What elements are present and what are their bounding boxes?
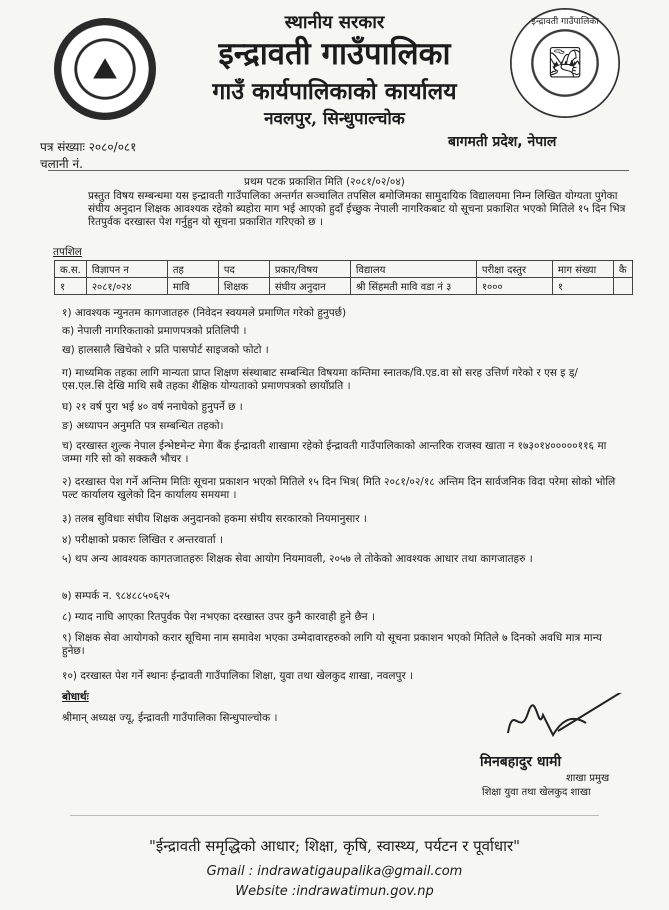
point-nga: ङ) अध्यापन अनुमति पत्र सम्बन्धित तहको। <box>62 420 224 432</box>
vacancy-table <box>54 260 633 295</box>
header-divider <box>48 170 629 171</box>
cell-serial: १ <box>55 278 87 295</box>
point-gha: घ) २१ वर्ष पुरा भई ४० वर्ष ननाघेको हुनुपर्ने छ । <box>62 401 243 413</box>
header-cell: परीक्षा दस्तुर <box>476 261 552 278</box>
signatory-name: मिनबहादुर धामी <box>480 754 562 770</box>
signatory-title: शाखा प्रमुख <box>566 773 610 784</box>
reference-number: पत्र संख्याः २०८०/०८१ <box>40 140 137 154</box>
logo-icon: 🏞 <box>545 45 585 81</box>
dispatch-number: चलानी नं. <box>40 157 83 171</box>
seal-right-text: इन्द्रावती गाउँपालिका <box>531 17 599 27</box>
header-cell: विद्यालय <box>350 261 476 278</box>
footer-email: Gmail : indrawatigaupalika@gmail.com <box>206 864 463 879</box>
table-header-row <box>55 261 633 278</box>
point-kha: ख) हालसालै खिचेको २ प्रति पासपोर्ट साइजको फोटो । <box>62 344 269 356</box>
header-cell: पद <box>218 261 269 278</box>
header-cell: माग संख्या <box>552 261 613 278</box>
bodharth-label: बोधार्थः <box>62 691 89 703</box>
emblem-icon: ⛰ <box>92 51 118 87</box>
cell-remark <box>613 278 632 295</box>
point-ga: ग) माध्यमिक तहका लागि मान्यता प्राप्त शिक्षण संस्थाबाट सम्बन्धित विषयमा कम्तिमा स्नातक/वि.एड.वा सो सरह उत्तिर्ण गरेको र एस इ ड्/ एस.एल.सि देखि माथि सबै तहका शैक्षिक योग्यताको प्रमाणपत्रको छायाँप्रति । <box>62 367 578 393</box>
point-7: ७) सम्पर्क न. ९८४८८५०६२५ <box>62 590 170 602</box>
point-2: २) दरखास्त पेश गर्ने अन्तिम मितिः सूचना प्रकाशन भएको मितिले १५ दिन भित्र( मिति २०८१/०२/१८ अन्तिम दिन सार्वजनिक विदा परेमा सोको भोलि पल्ट कार्यालय खुलेको दिन कार्यालय समयमा । <box>62 476 616 502</box>
footer-slogan: "ईन्द्रावती समृद्धिको आधार; शिक्षा, कृषि, स्वास्थ्य, पर्यटन र पूर्वाधार" <box>148 837 520 855</box>
point-8: ८) म्याद नाघि आएका रितपुर्वक पेश नभएका दरखास्त उपर कुनै कारवाही हुने छैन । <box>62 611 375 623</box>
province-text: बागमती प्रदेश, नेपाल <box>448 134 557 150</box>
intro-paragraph: प्रस्तुत विषय सम्बन्धमा यस इन्द्रावती गाउँपालिका अन्तर्गत सञ्चालित तपसिल बमोजिमका सामुदायिक विद्यालयमा निम्न लिखित योग्यता पुगेका संघीय अनुदान शिक्षक आवश्यक रहेको ब्यहोरा माग भई आएको हुदाँ ईच्छुक नेपाली नागरिकबाट यो सूचना प्रकाशित भएको मितिले १५ दिन भित्र रितपुर्वक दरखास्त पेश गर्नुहुन यो सूचना प्रकाशित गरिएको छ । <box>88 190 626 229</box>
header-cell: प्रकार/विषय <box>269 261 350 278</box>
footer-website: Website :indrawatimun.gov.np <box>235 884 434 899</box>
location-title: नवलपुर, सिन्धुपाल्चोक <box>264 109 405 129</box>
office-title: गाउँ कार्यपालिकाको कार्यालय <box>212 78 457 105</box>
cell-school: श्री सिंहमती मावि वडा नं ३ <box>350 278 476 295</box>
first-published-date: प्रथम पटक प्रकाशित मिति (२०८१/०२/०४) <box>244 176 405 188</box>
point-3: ३) तलब सुविधाः संघीय शिक्षक अनुदानको हकमा संघीय सरकारको नियमानुसार । <box>62 513 367 525</box>
footer-divider <box>70 815 599 816</box>
municipality-title: इन्द्रावती गाउँपालिका <box>218 36 451 72</box>
cell-post: शिक्षक <box>218 278 269 295</box>
cell-type: संघीय अनुदान <box>269 278 350 295</box>
bodharth-recipient: श्रीमान् अध्यक्ष ज्यू, ईन्द्रावती गाउँपालिका सिन्धुपाल्चोक । <box>62 712 278 724</box>
cell-ad-number: २०८१/०२४ <box>86 278 167 295</box>
point-9: ९) शिक्षक सेवा आयोगको करार सूचिमा नाम समावेश भएका उम्मेदावारहरुको लागि यो सूचना प्रकाशन भएको मितिले ७ दिनको अवधि मात्र मान्य हुनेछ। <box>62 632 602 658</box>
header-cell: विज्ञापन न <box>86 261 167 278</box>
government-title: स्थानीय सरकार <box>284 12 385 33</box>
cell-level: मावि <box>167 278 218 295</box>
point-10: १०) दरखास्त पेश गर्ने स्थानः ईन्द्रावती गाउँपालिका शिक्षा, युवा तथा खेलकुद शाखा, नवलपुर । <box>62 670 414 682</box>
point-1: १) आवश्यक न्युनतम कागजातहरु (निवेदन स्वयमले प्रमाणित गरेको हुनुपर्छ) <box>62 307 347 319</box>
point-4: ४) परीक्षाको प्रकारः लिखित र अन्तरवार्ता । <box>62 534 223 546</box>
cell-demand: १ <box>552 278 613 295</box>
table-row <box>55 278 633 295</box>
header-cell: कै <box>613 261 632 278</box>
cell-fee: १००० <box>476 278 552 295</box>
signatory-department: शिक्षा युवा तथा खेलकुद शाखा <box>482 787 591 798</box>
header-cell: क.स. <box>55 261 87 278</box>
point-cha: च) दरखास्त शुल्क नेपाल ईन्भेष्टमेन्ट मेगा बैंक ईन्द्रावती शाखामा रहेको ईन्द्रावती गाउँपालिकाको आन्तरिक राजस्व खाता न १७३०१४०००००११६ मा जम्मा गरि सो को सक्कलै भौचर । <box>62 440 607 466</box>
schedule-label: तपशिल <box>53 246 82 258</box>
point-5: ५) थप अन्य आवश्यक कागतजातहरुः शिक्षक सेवा आयोग नियमावली, २०५७ ले तोकेको आवश्यक आधार तथा कागजातहरु । <box>62 553 533 565</box>
point-ka: क) नेपाली नागरिकताको प्रमाणपत्रको प्रतिलिपी । <box>62 325 247 337</box>
header-cell: तह <box>167 261 218 278</box>
